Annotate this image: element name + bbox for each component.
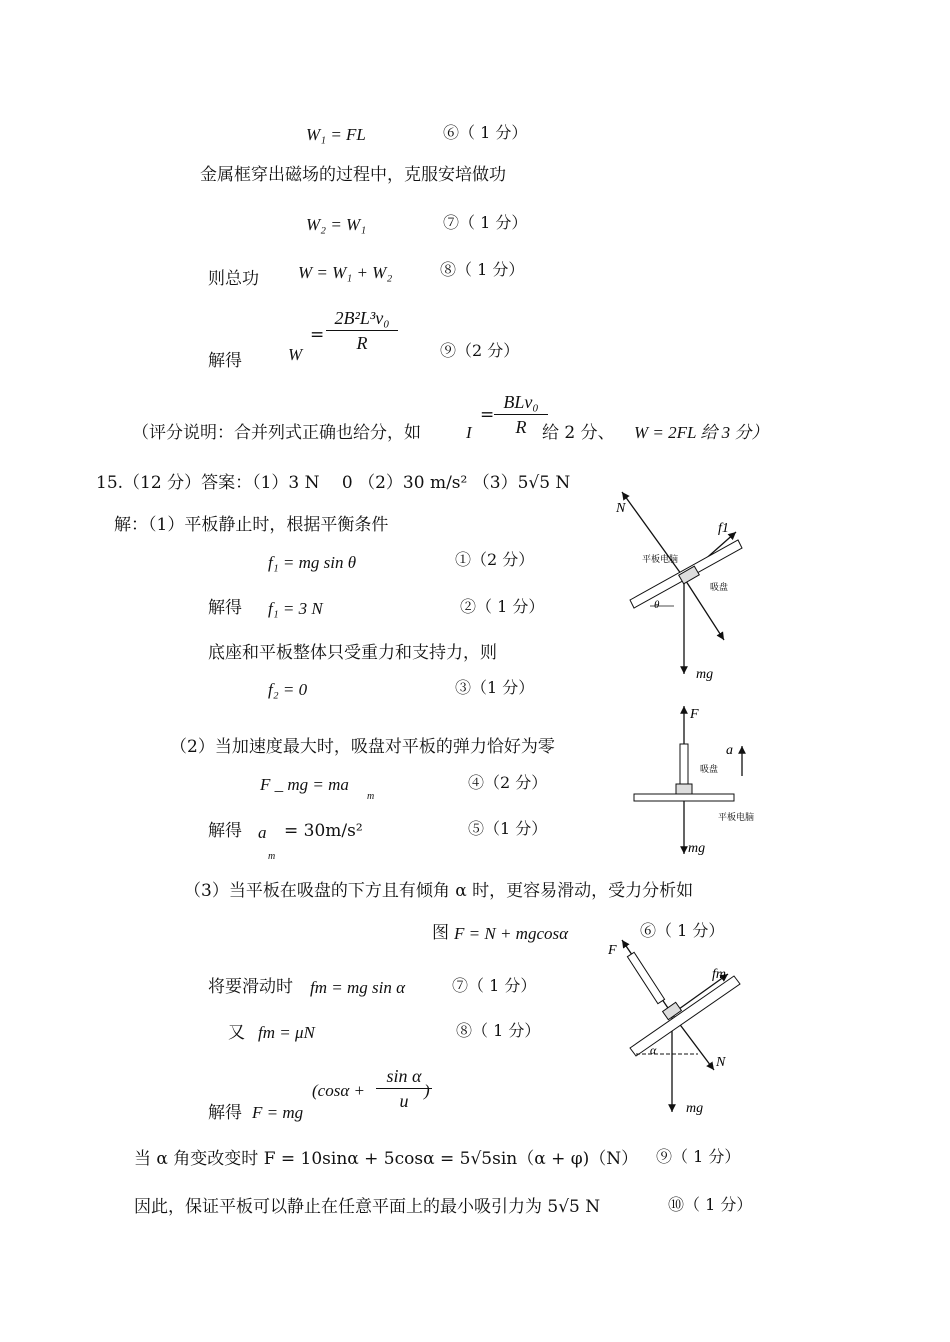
force-normal-score: ⑥（ 1 分） [640, 921, 725, 940]
solve-label: 解得 [208, 351, 242, 371]
suction-rod [627, 952, 664, 1003]
sin-fraction-denominator: u [399, 1091, 409, 1111]
w-fraction [326, 306, 398, 355]
w2-score: ⑦（ 1 分） [443, 213, 528, 232]
force-diagram-2 [628, 700, 768, 860]
label-alpha: α [650, 1043, 657, 1057]
solve-label: 解得 [208, 598, 242, 618]
tablet-board [630, 976, 740, 1056]
f2-equation: f₂ = 0 [268, 680, 308, 699]
current-fraction [494, 390, 548, 439]
figure-label: 图 [432, 923, 449, 943]
fm-mu-equation: fm = μN [258, 1023, 315, 1042]
total-work-score: ⑧（ 1 分） [440, 260, 525, 279]
am-symbol: a [258, 823, 267, 842]
alpha-change-equation: 当 α 角变改变时 F = 10sinα + 5cosα = 5√5sin（α + φ)（N） [134, 1149, 639, 1169]
label-fm: fm [712, 967, 726, 982]
label-theta: θ [654, 599, 660, 611]
solution-part1: 解：（1）平板静止时，根据平衡条件 [114, 515, 389, 535]
label-F: F [690, 707, 699, 722]
part2-text: （2）当加速度最大时，吸盘对平板的弹力恰好为零 [170, 737, 555, 757]
w-lhs: W [288, 345, 303, 364]
grading-note: （评分说明：合并列式正确也给分，如 [132, 423, 421, 443]
total-work-equation: W = W₁ + W₂ [298, 263, 393, 282]
conclusion-score: ⑩（ 1 分） [668, 1195, 753, 1214]
label-a: a [726, 743, 733, 758]
equals-sign: = [310, 325, 325, 345]
sucker-pad [676, 784, 692, 794]
am-subscript: m [268, 851, 276, 862]
newton-subscript: m [367, 791, 375, 802]
alpha-change-score: ⑨（ 1 分） [656, 1147, 741, 1166]
grading-note-part: 给 2 分、 [542, 423, 615, 443]
equals-sign: = [480, 405, 495, 425]
f2-score: ③（1 分） [455, 678, 535, 697]
part3-text: （3）当平板在吸盘的下方且有倾角 α 时，更容易滑动，受力分析如 [184, 881, 694, 901]
w-fraction-numerator: 2B²L³v₀ [326, 306, 398, 331]
f1-equation: f₁ = mg sin θ [268, 553, 357, 572]
label-tablet: 平板电脑 [718, 812, 755, 822]
F-equation-prefix: F = mg [252, 1103, 304, 1122]
fm-equation: fm = mg sin α [310, 978, 406, 997]
label-tablet: 平板电脑 [642, 554, 679, 564]
w1-equation: W₁ = FL [306, 125, 366, 144]
grading-current-symbol: I [466, 423, 472, 442]
current-fraction-numerator: BLv₀ [494, 390, 548, 415]
am-value: = 30m/s² [284, 821, 363, 841]
w-fraction-denominator: R [356, 333, 368, 353]
conclusion-text: 因此，保证平板可以静止在任意平面上的最小吸引力为 5√5 N [134, 1197, 601, 1217]
w-score: ⑨（2 分） [440, 341, 520, 360]
grading-note-end: W = 2FL 给 3 分） [634, 423, 769, 442]
base-text: 底座和平板整体只受重力和支持力，则 [208, 643, 497, 663]
w2-equation: W₂ = W₁ [306, 215, 367, 234]
label-mg: mg [688, 841, 706, 856]
slide-label: 将要滑动时 [208, 977, 293, 997]
F-paren-close: ) [424, 1081, 430, 1100]
newton-equation: F _ mg = ma [260, 775, 349, 794]
total-work-label: 则总功 [208, 269, 259, 289]
f1-score: ①（2 分） [455, 550, 535, 569]
sin-fraction-numerator: sin α [376, 1064, 432, 1089]
metal-frame-text: 金属框穿出磁场的过程中，克服安培做功 [200, 165, 506, 185]
solve-label: 解得 [208, 1103, 242, 1123]
q15-answer-header: 15.（12 分）答案：（1）3 N 0 （2）30 m/s² （3）5√5 N [96, 473, 571, 493]
also-label: 又 [228, 1023, 245, 1043]
label-sucker: 吸盘 [700, 764, 719, 774]
force-diagram-1 [600, 488, 760, 688]
f1-value-score: ②（ 1 分） [460, 597, 545, 616]
F-paren-open: (cosα + [312, 1081, 365, 1100]
tablet-board [634, 794, 734, 801]
label-mg: mg [686, 1101, 704, 1116]
label-sucker: 吸盘 [710, 582, 729, 592]
solve-label: 解得 [208, 821, 242, 841]
force-normal-equation: F = N + mgcosα [454, 924, 569, 943]
label-f1: f1 [718, 521, 729, 536]
fm-score: ⑦（ 1 分） [452, 976, 537, 995]
w1-score: ⑥（ 1 分） [443, 123, 528, 142]
f1-value: f₁ = 3 N [268, 599, 323, 618]
label-F: F [608, 943, 617, 958]
label-N: N [616, 501, 626, 516]
suction-rod [680, 744, 688, 784]
sucker-pad [679, 566, 700, 584]
newton-score: ④（2 分） [468, 773, 548, 792]
force-diagram-3 [600, 930, 760, 1120]
current-fraction-denominator: R [515, 417, 527, 437]
label-mg: mg [696, 667, 714, 682]
fm-mu-score: ⑧（ 1 分） [456, 1021, 541, 1040]
am-score: ⑤（1 分） [468, 819, 548, 838]
normal-force-arrow [622, 492, 684, 578]
label-N: N [716, 1055, 726, 1070]
